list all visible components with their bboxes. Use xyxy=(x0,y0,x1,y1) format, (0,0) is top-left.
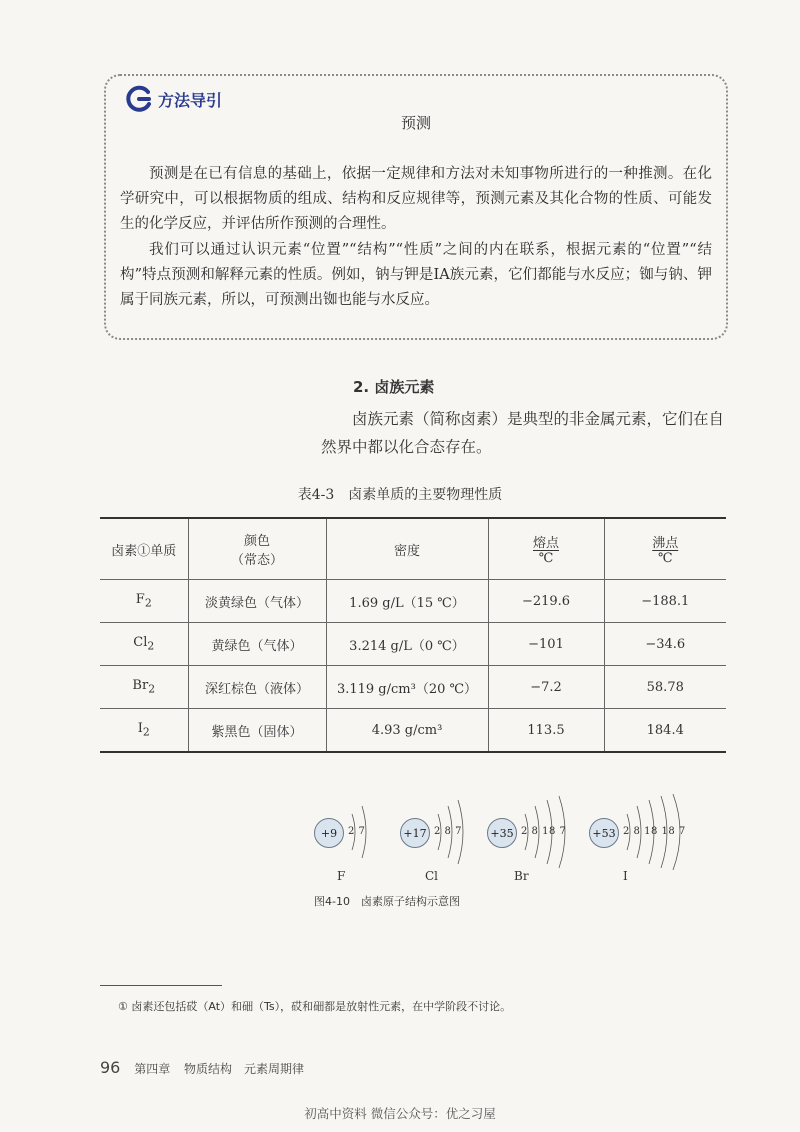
section-title: 2. 卤族元素 xyxy=(353,378,435,396)
atom-nucleus: +53 xyxy=(589,818,619,848)
header-boiling-unit: ℃ xyxy=(657,551,673,566)
cell-density: 1.69 g/L（15 ℃） xyxy=(326,580,488,623)
cell-color: 黄绿色（气体） xyxy=(188,623,326,666)
cell-density: 3.119 g/cm³（20 ℃） xyxy=(326,666,488,709)
method-guide-header xyxy=(124,84,230,114)
header-color-line1: 颜色 xyxy=(243,534,270,549)
cell-element: $Cl_2$ xyxy=(100,623,188,666)
table-row xyxy=(100,580,726,623)
header-color xyxy=(188,518,326,580)
table-caption: 表4-3 卤素单质的主要物理性质 xyxy=(297,487,503,503)
halogen-properties-table xyxy=(100,517,726,753)
cell-density: 4.93 g/cm³ xyxy=(326,709,488,753)
figure-caption: 图4-10 卤素原子结构示意图 xyxy=(314,895,460,908)
cell-color: 淡黄绿色（气体） xyxy=(188,580,326,623)
cell-melting: −7.2 xyxy=(488,666,604,709)
cell-element: $I_2$ xyxy=(100,709,188,753)
element-symbol-cl: Cl xyxy=(425,869,439,883)
method-guide-icon xyxy=(124,84,154,114)
table-row xyxy=(100,666,726,709)
element-symbol-f: F xyxy=(337,869,346,883)
chapter-title: 物质结构 元素周期律 xyxy=(184,1062,305,1076)
watermark-text: 初高中资料 微信公众号：优之习屋 xyxy=(304,1106,496,1121)
electron-counts: 2 7 xyxy=(348,826,366,837)
electron-counts: 2 8 18 7 xyxy=(521,826,567,837)
chapter-number: 第四章 xyxy=(134,1062,171,1076)
header-color-line2: （常态） xyxy=(230,553,283,568)
method-guide-title: 预测 xyxy=(400,114,431,132)
electron-counts: 2 8 7 xyxy=(434,826,462,837)
footnote-divider xyxy=(100,985,222,986)
cell-color: 深红棕色（液体） xyxy=(188,666,326,709)
page-number: 96 xyxy=(100,1058,121,1077)
method-guide-paragraph-1: 预测是在已有信息的基础上，依据一定规律和方法对未知事物所进行的一种推测。在化学研究中，可以根据物质的组成、结构和反应规律等，预测元素及其化合物的性质、可能发生的化学反应，并评估所作预测的合理性。 xyxy=(120,166,712,232)
cell-element: $F_2$ xyxy=(100,580,188,623)
cell-boiling: −34.6 xyxy=(604,623,726,666)
table-row xyxy=(100,709,726,753)
element-symbol-i: I xyxy=(623,869,628,883)
element-symbol-br: Br xyxy=(514,869,529,883)
header-density: 密度 xyxy=(326,518,488,580)
header-boiling-point xyxy=(604,518,726,580)
cell-boiling: 58.78 xyxy=(604,666,726,709)
footnote: ① 卤素还包括砹（At）和鿬（Ts），砹和鿬都是放射性元素，在中学阶段不讨论。 xyxy=(118,1000,512,1013)
header-melting-label: 熔点 xyxy=(532,536,559,551)
section-paragraph: 卤族元素（简称卤素）是典型的非金属元素，它们在自然界中都以化合态存在。 xyxy=(321,410,725,456)
cell-melting: 113.5 xyxy=(488,709,604,753)
header-boiling-label: 沸点 xyxy=(652,536,679,551)
cell-melting: −101 xyxy=(488,623,604,666)
header-element: 卤素①单质 xyxy=(100,518,188,580)
page-footer xyxy=(100,1058,314,1077)
method-guide-label: 方法导引 xyxy=(158,90,223,110)
method-guide-box xyxy=(104,74,728,340)
header-melting-unit: ℃ xyxy=(538,551,554,566)
electron-counts: 2 8 18 18 7 xyxy=(623,826,686,837)
cell-element: $Br_2$ xyxy=(100,666,188,709)
atom-nucleus: +9 xyxy=(314,818,344,848)
atom-nucleus: +17 xyxy=(400,818,430,848)
cell-density: 3.214 g/L（0 ℃） xyxy=(326,623,488,666)
atom-diagram-i xyxy=(589,792,729,872)
cell-melting: −219.6 xyxy=(488,580,604,623)
table-header-row xyxy=(100,518,726,580)
cell-boiling: −188.1 xyxy=(604,580,726,623)
atom-nucleus: +35 xyxy=(487,818,517,848)
table-row xyxy=(100,623,726,666)
cell-color: 紫黑色（固体） xyxy=(188,709,326,753)
method-guide-paragraph-2: 我们可以通过认识元素“位置”“结构”“性质”之间的内在联系，根据元素的“位置”“结构”特点预测和解释元素的性质。例如，钠与钾是ⅠA族元素，它们都能与水反应；铷与钠、钾属于同族元素，所以，可预测出铷也能与水反应。 xyxy=(120,242,712,308)
cell-boiling: 184.4 xyxy=(604,709,726,753)
header-melting-point xyxy=(488,518,604,580)
